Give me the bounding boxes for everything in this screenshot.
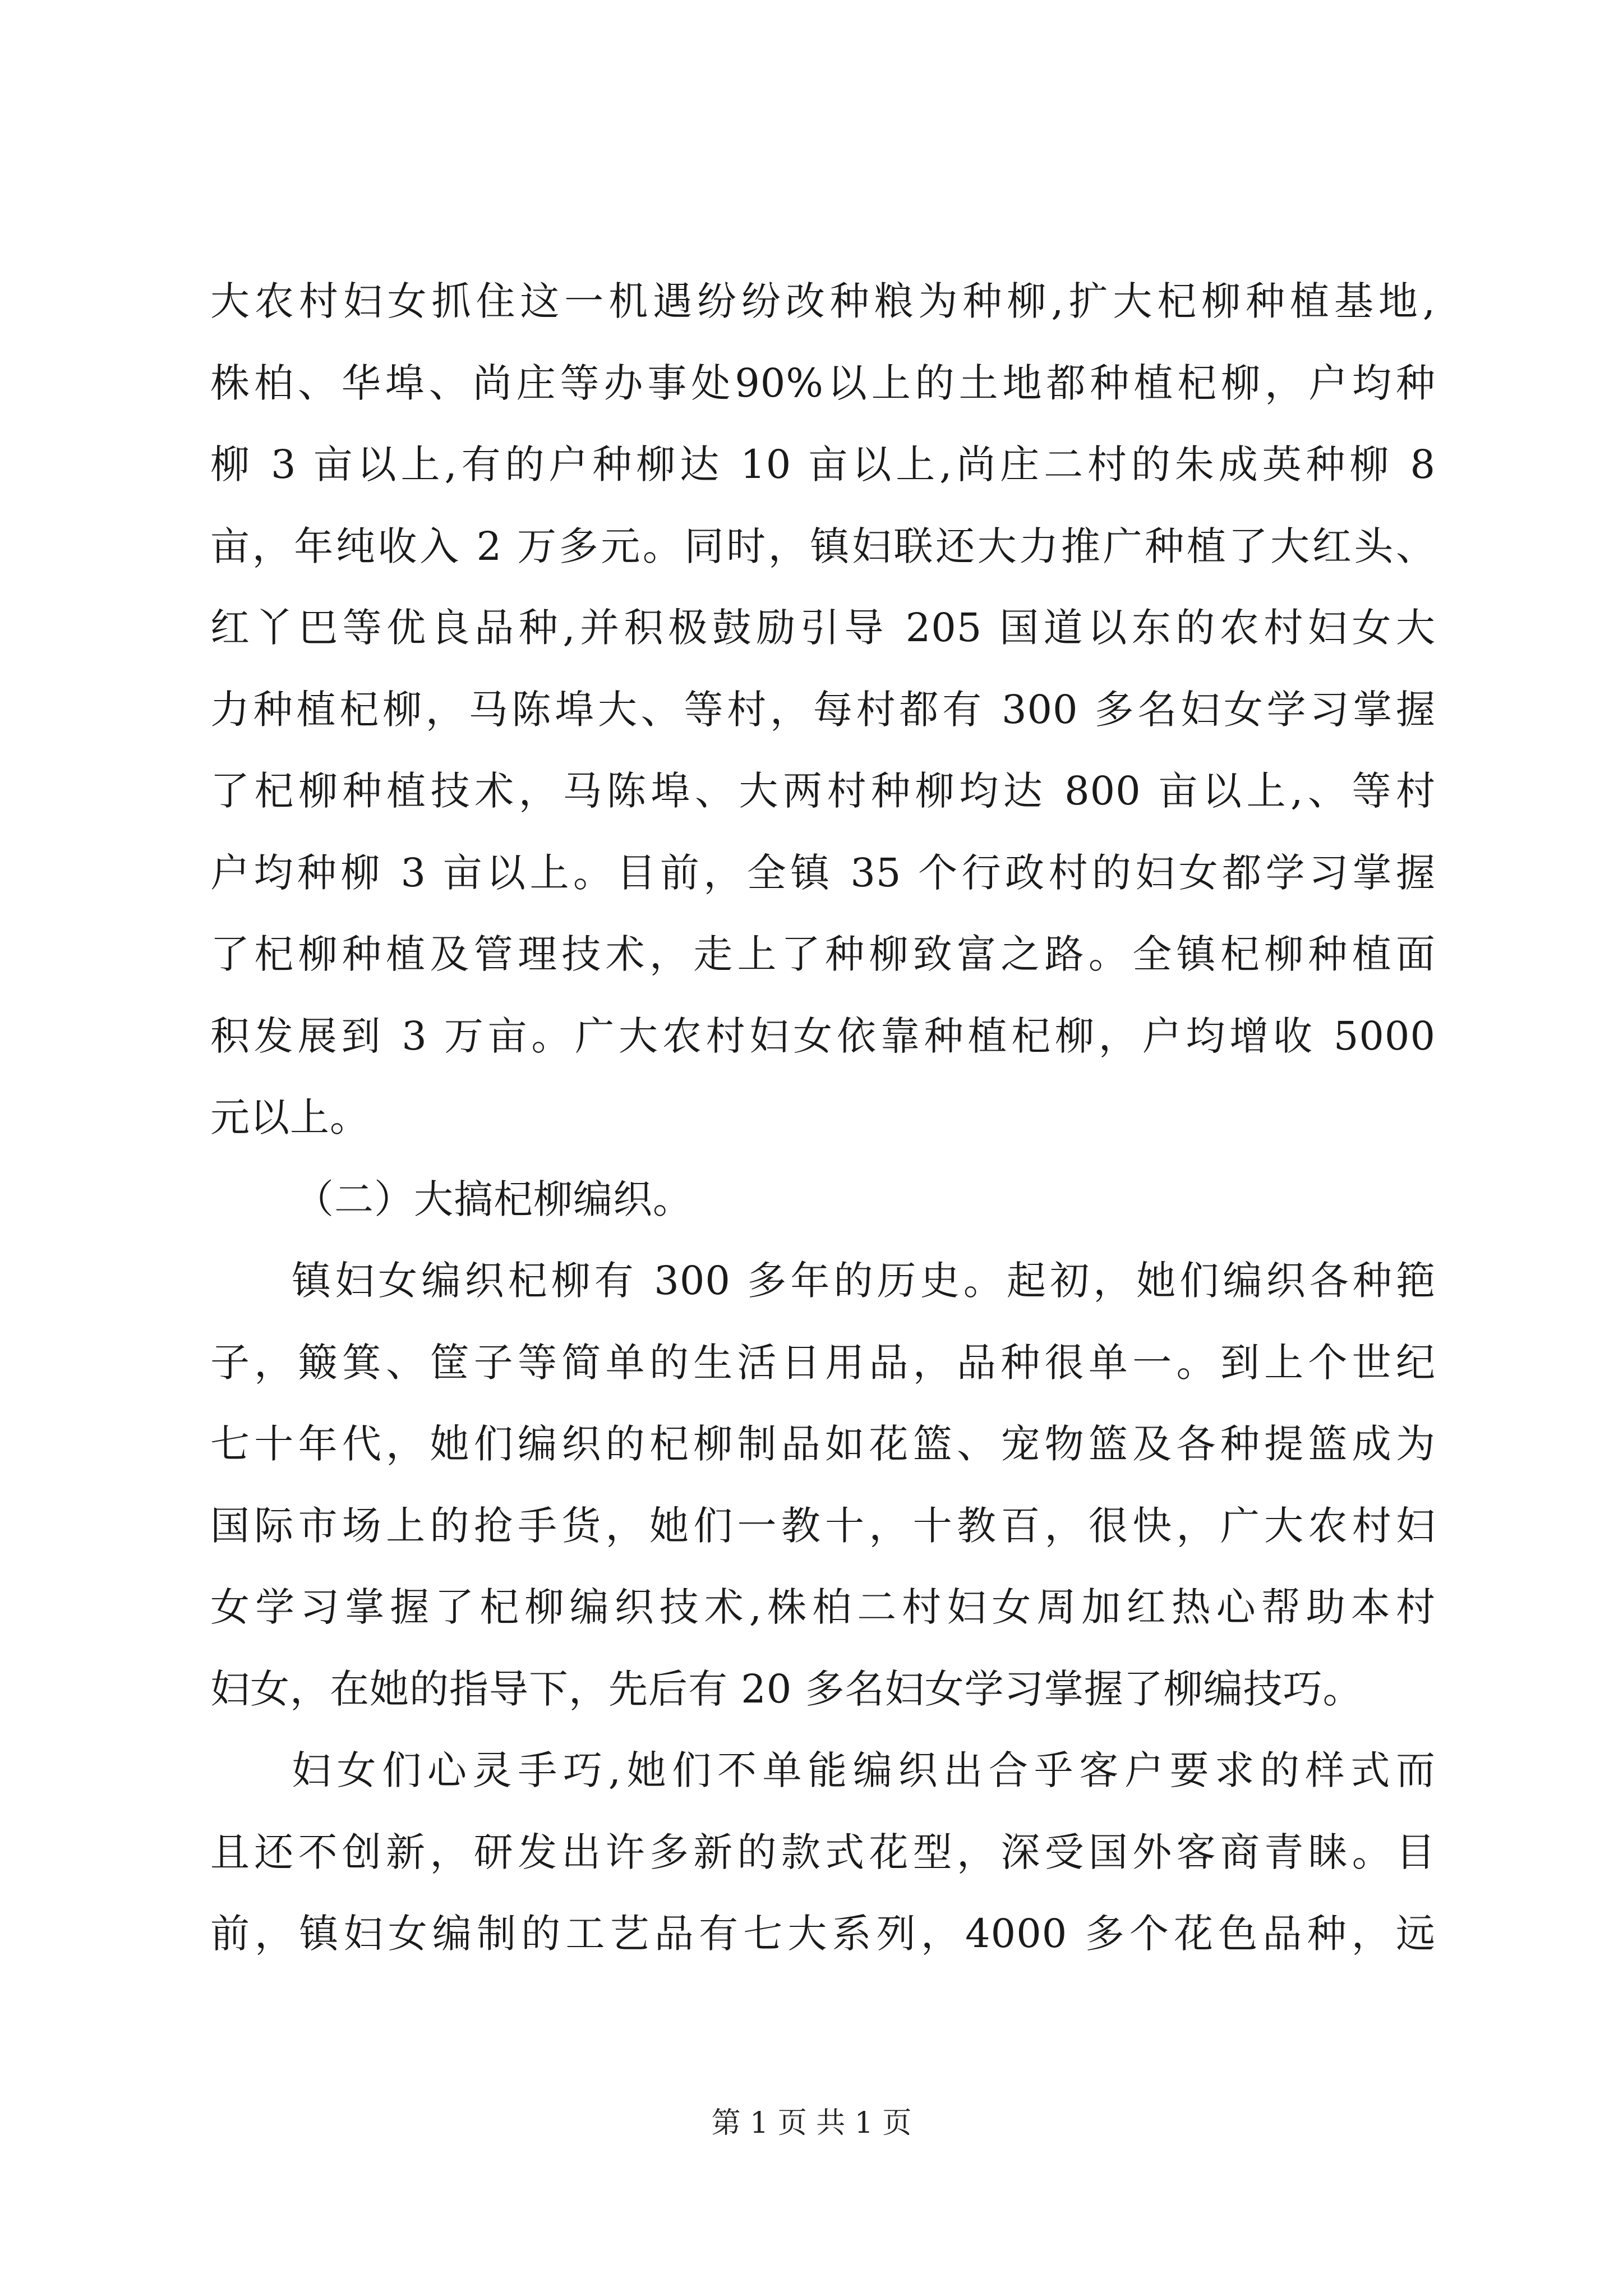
paragraph-line: 力种植杞柳，马陈埠大、等村，每村都有 300 多名妇女学习掌握 [210,686,1436,733]
paragraph-line: 红丫巴等优良品种,并积极鼓励引导 205 国道以东的农村妇女大 [210,605,1436,651]
section-heading: （二）大搞杞柳编织。 [294,1176,693,1222]
paragraph-line: 镇妇女编织杞柳有 300 多年的历史。起初，她们编织各种筢 [292,1258,1436,1304]
paragraph-line: 妇女，在她的指导下，先后有 20 多名妇女学习掌握了柳编技巧。 [210,1665,1363,1712]
paragraph-line: 子，簸箕、筐子等简单的生活日用品，品种很单一。到上个世纪 [210,1339,1436,1386]
paragraph-line: 妇女们心灵手巧,她们不单能编织出合乎客户要求的样式而 [292,1747,1436,1793]
page-body [210,261,1436,1975]
paragraph-line: 株柏、华埠、尚庄等办事处90%以上的土地都种植杞柳，户均种 [210,360,1436,406]
paragraph-line: 亩，年纯收入 2 万多元。同时，镇妇联还大力推广种植了大红头、 [210,523,1436,569]
paragraph-line: 柳 3 亩以上,有的户种柳达 10 亩以上,尚庄二村的朱成英种柳 8 [210,441,1436,487]
page-footer: 第 1 页 共 1 页 [711,2106,912,2140]
paragraph-line: 前，镇妇女编制的工艺品有七大系列，4000 多个花色品种，远 [210,1911,1436,1957]
paragraph-line: 了杞柳种植及管理技术，走上了种柳致富之路。全镇杞柳种植面 [210,931,1436,977]
paragraph-line: 七十年代，她们编织的杞柳制品如花篮、宠物篮及各种提篮成为 [210,1421,1436,1467]
paragraph-line: 大农村妇女抓住这一机遇纷纷改种粮为种柳,扩大杞柳种植基地, [210,278,1436,324]
paragraph-line: 了杞柳种植技术，马陈埠、大两村种柳均达 800 亩以上,、等村 [210,768,1436,814]
paragraph-line: 积发展到 3 万亩。广大农村妇女依靠种植杞柳，户均增收 5000 [210,1013,1436,1059]
paragraph-line: 女学习掌握了杞柳编织技术,株柏二村妇女周加红热心帮助本村 [210,1584,1436,1630]
paragraph-line: 元以上。 [210,1094,370,1140]
paragraph-line: 户均种柳 3 亩以上。目前，全镇 35 个行政村的妇女都学习掌握 [210,849,1436,896]
paragraph-line: 且还不创新，研发出许多新的款式花型，深受国外客商青睐。目 [210,1829,1436,1875]
paragraph-line: 国际市场上的抢手货，她们一教十，十教百，很快，广大农村妇 [210,1502,1436,1549]
